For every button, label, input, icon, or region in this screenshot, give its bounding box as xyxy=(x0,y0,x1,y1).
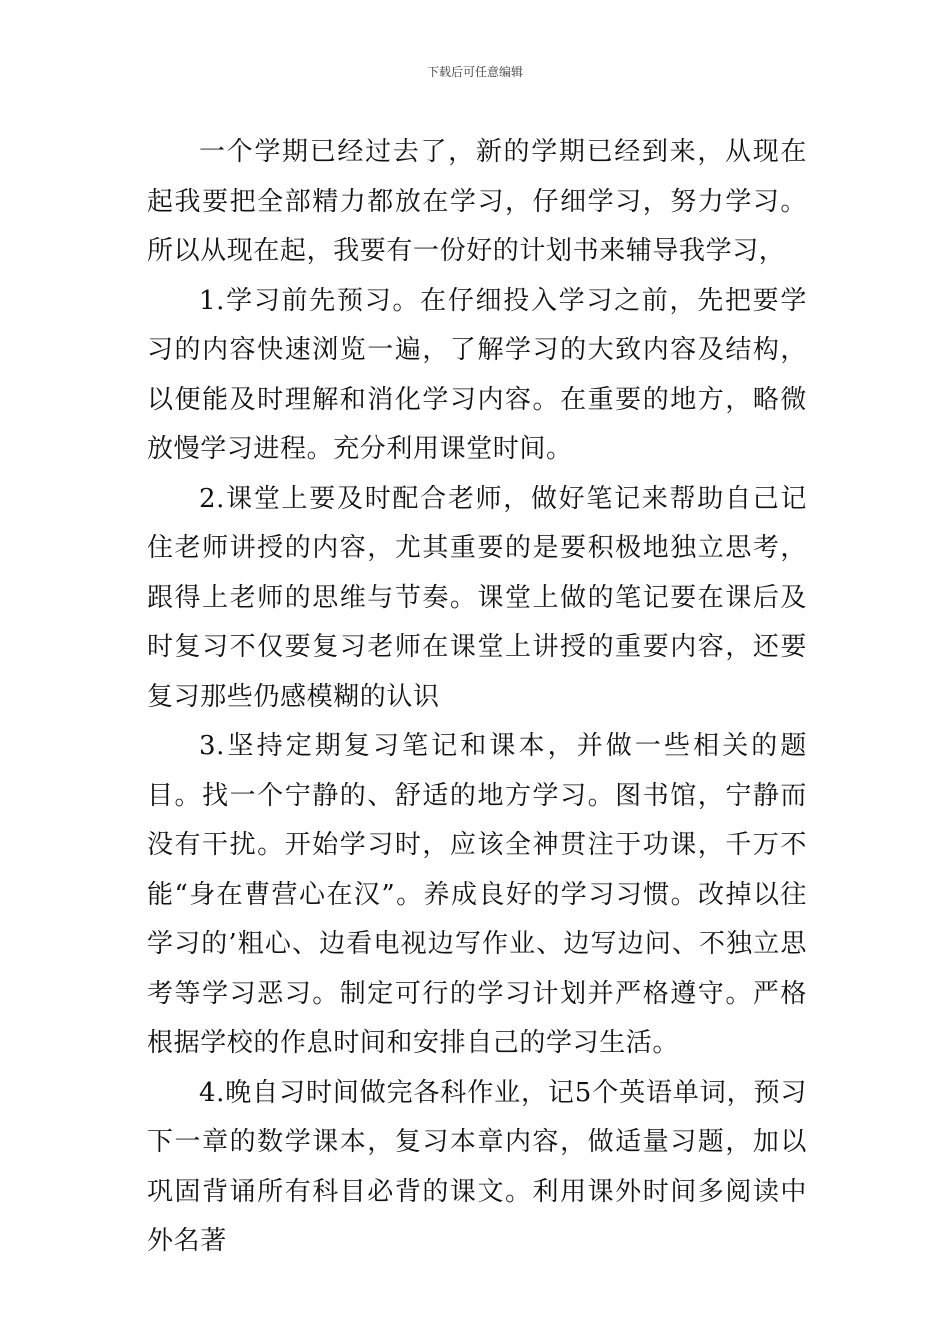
page-header: 下载后可任意编辑 xyxy=(426,65,523,79)
paragraph-item-4: 4.晚自习时间做完各科作业，记5个英语单词，预习下一章的数学课本，复习本章内容，做适量习题，加以巩固背诵所有科目必背的课文。利用课外时间多阅读中外名著 xyxy=(147,1077,807,1256)
paragraph-item-2: 2.课堂上要及时配合老师，做好笔记来帮助自己记住老师讲授的内容，尤其重要的是要积极地独立思考，跟得上老师的思维与节奏。课堂上做的笔记要在课后及时复习不仅要复习老师在课堂上讲授的重要内容，还要复习那些仍感模糊的认识 xyxy=(147,483,807,712)
paragraph-item-3: 3.坚持定期复习笔记和课本，并做一些相关的题目。找一个宁静的、舒适的地方学习。图书馆，宁静而没有干扰。开始学习时，应该全神贯注于功课，千万不能“身在曹营心在汉”。养成良好的学习习惯。改掉以往学习的’粗心、边看电视边写作业、边写边问、不独立思考等学习恶习。制定可行的学习计划并严格遵守。严格根据学校的作息时间和安排自己的学习生活。 xyxy=(147,731,807,1058)
paragraph-intro: 一个学期已经过去了，新的学期已经到来，从现在起我要把全部精力都放在学习，仔细学习，努力学习。所以从现在起，我要有一份好的计划书来辅导我学习， xyxy=(147,137,807,266)
paragraph-item-1: 1.学习前先预习。在仔细投入学习之前，先把要学习的内容快速浏览一遍，了解学习的大致内容及结构，以便能及时理解和消化学习内容。在重要的地方，略微放慢学习进程。充分利用课堂时间。 xyxy=(147,285,807,464)
document-body xyxy=(147,128,807,1267)
